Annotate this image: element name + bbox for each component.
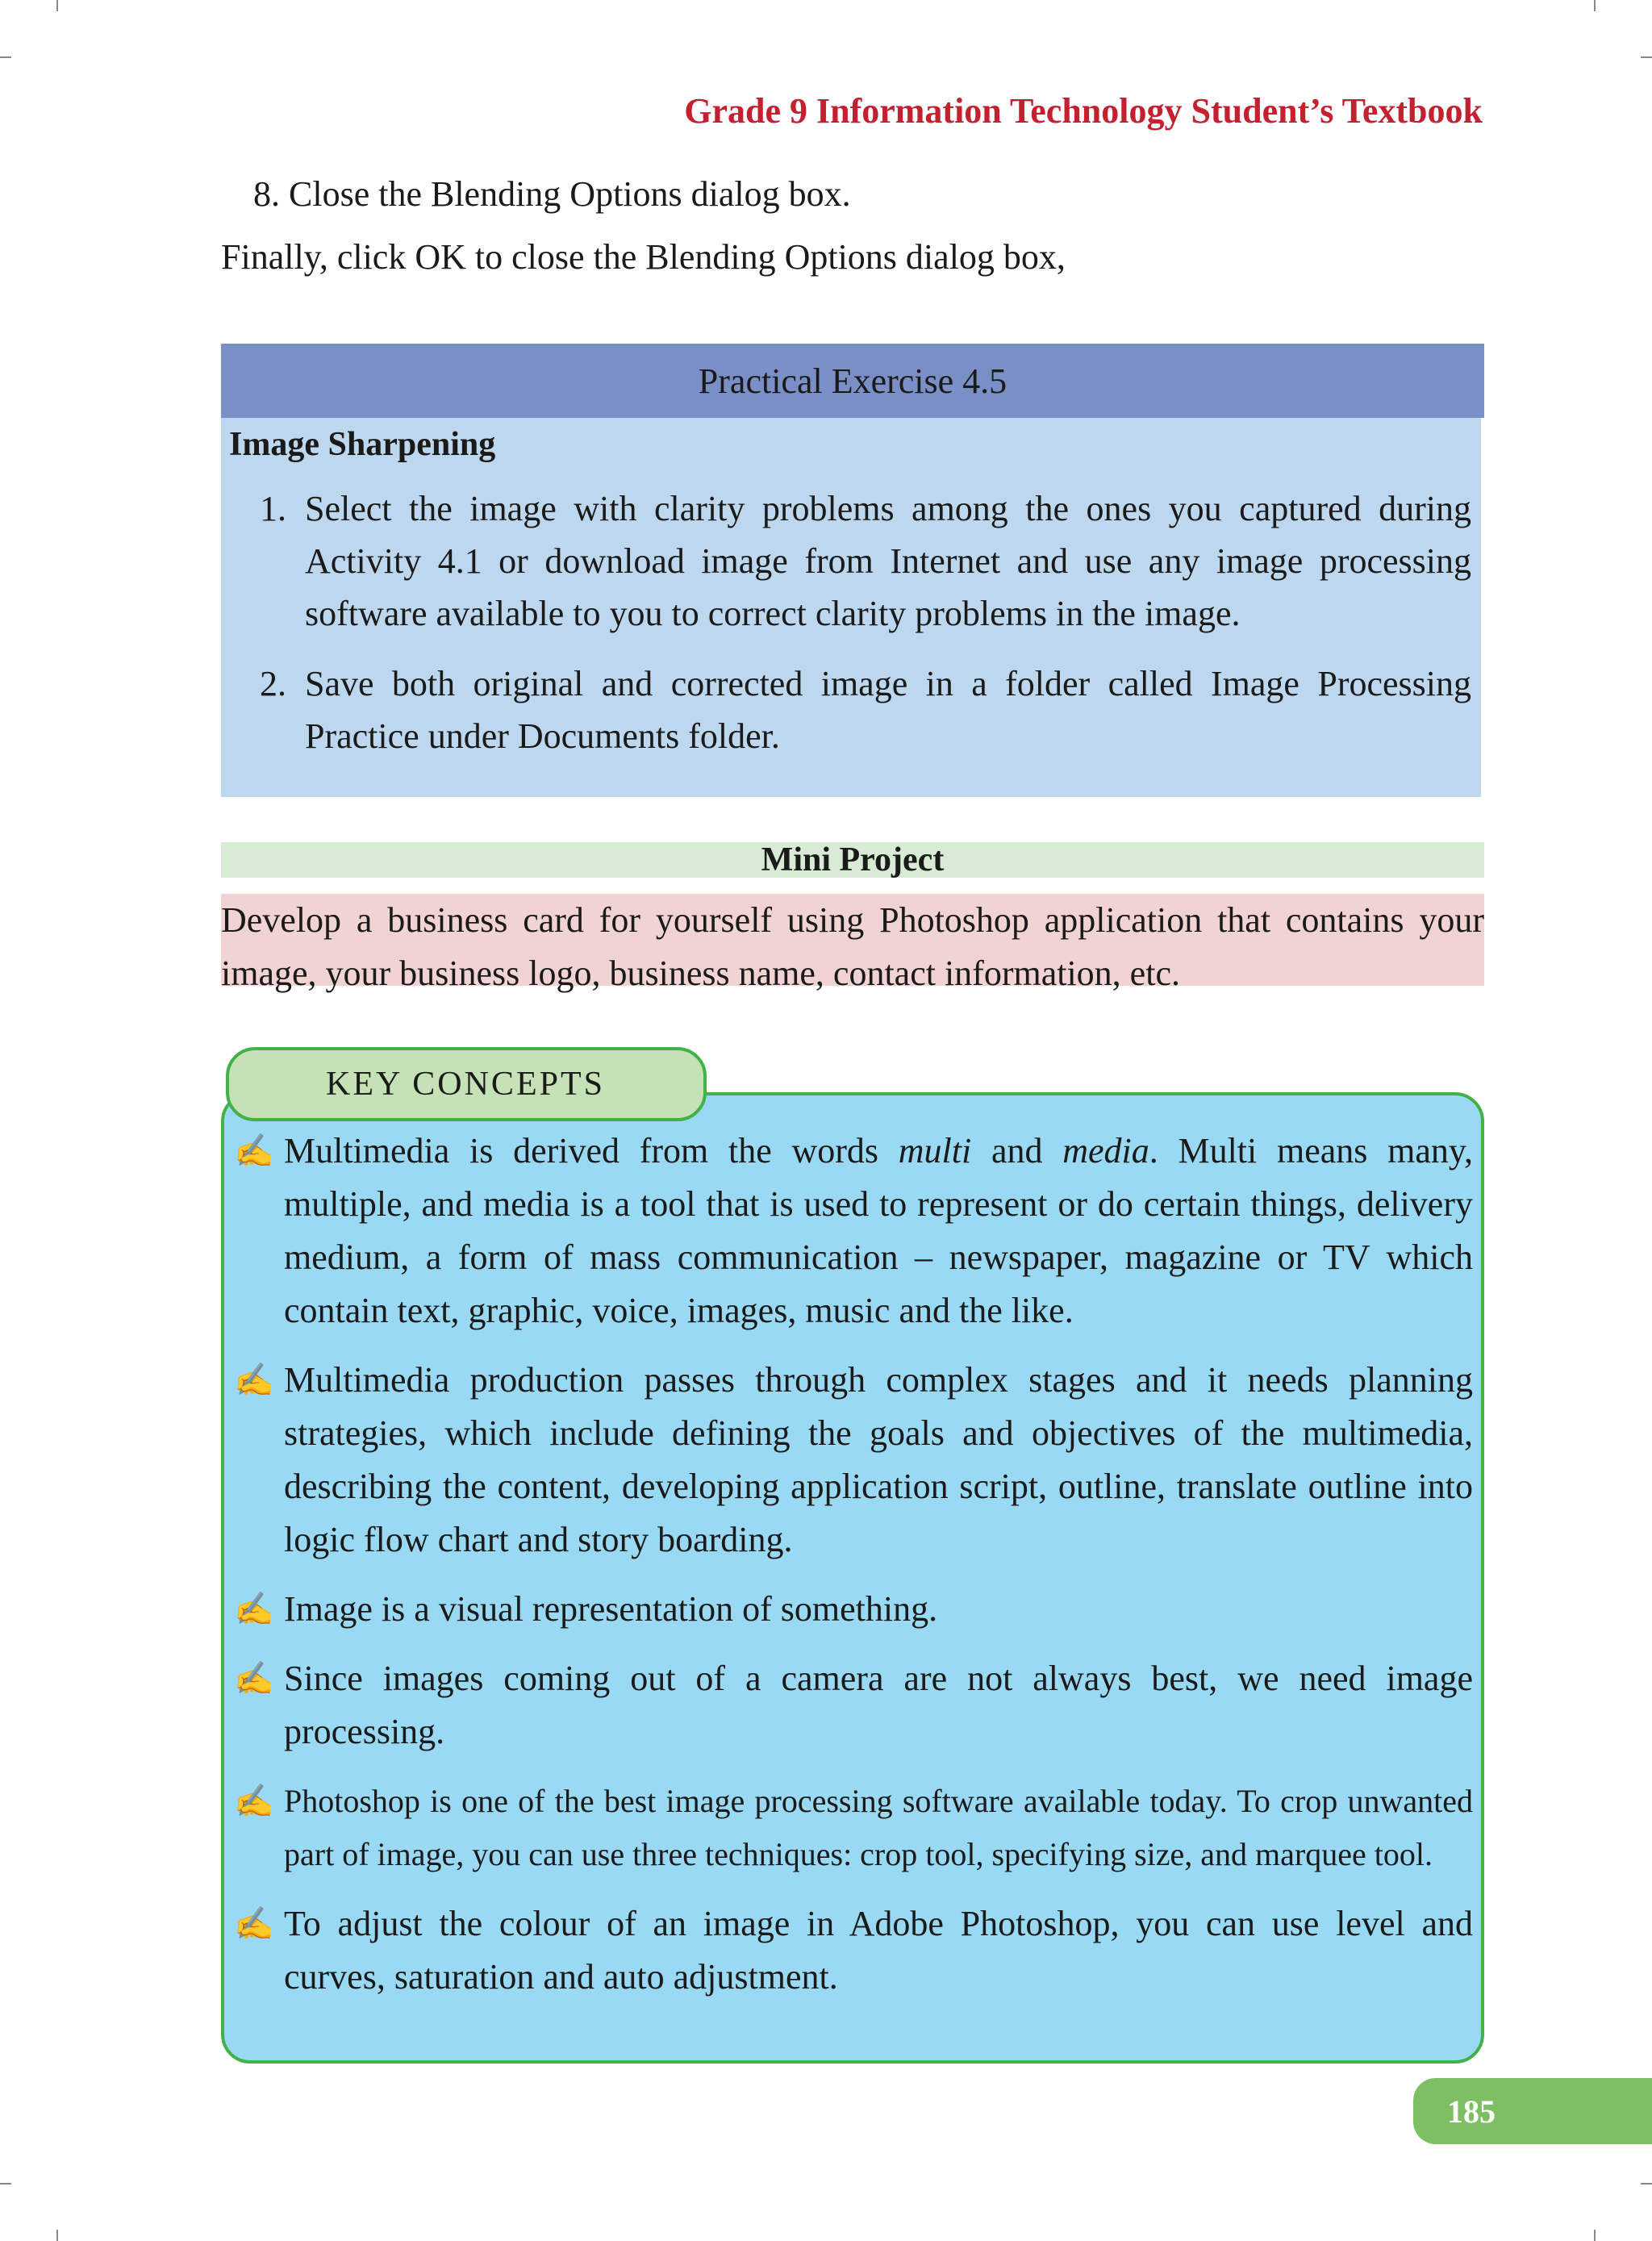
list-item [234, 1583, 1473, 1636]
mini-project-body: Develop a business card for yourself using Photoshop application that contains your image, your business logo, business name, contact information, etc. [221, 900, 1484, 993]
item-text: To adjust the colour of an image in Adobe Photoshop, you can use level and curves, saturation and auto adjustment. [284, 1904, 1473, 1997]
list-item [234, 1775, 1473, 1881]
key-concepts-title: KEY CONCEPTS [226, 1047, 707, 1121]
crop-mark [1641, 2183, 1652, 2185]
item-text: Image is a visual representation of something. [284, 1589, 938, 1629]
list-item [234, 1652, 1473, 1759]
mini-project-text [221, 894, 1484, 993]
crop-mark [0, 2183, 11, 2185]
exercise-heading: Image Sharpening [229, 426, 496, 463]
writing-hand-icon: ✍ [234, 1783, 274, 1819]
writing-hand-icon: ✍ [234, 1905, 274, 1942]
crop-mark [0, 56, 11, 58]
item-text: and [971, 1131, 1063, 1171]
item-text: Photoshop is one of the best image processing software available today. To crop unwanted part of image, you can use three techniques: crop tool, specifying size, and marquee tool. [284, 1783, 1473, 1872]
writing-hand-icon: ✍ [234, 1591, 274, 1627]
item-number: 1. [260, 489, 286, 528]
practical-exercise-body [221, 418, 1481, 797]
page-number: 185 [1413, 2078, 1652, 2144]
list-item [234, 1125, 1473, 1338]
writing-hand-icon: ✍ [234, 1362, 274, 1398]
step-8: 8. Close the Blending Options dialog box. [253, 174, 851, 214]
mini-project-title: Mini Project [221, 842, 1484, 878]
exercise-list [221, 482, 1471, 780]
crop-mark [56, 0, 58, 11]
crop-mark [56, 2230, 58, 2241]
key-concepts-list [234, 1125, 1473, 2020]
finally-text: Finally, click OK to close the Blending Options dialog box, [221, 237, 1066, 277]
writing-hand-icon: ✍ [234, 1133, 274, 1169]
item-text: Multimedia production passes through complex stages and it needs planning strategies, which include defining the goals and objectives of the multimedia, describing the content, developing application script, outline, translate outline into logic flow chart and story boarding. [284, 1360, 1473, 1559]
list-item [234, 1354, 1473, 1567]
item-text: . Multi means many, multiple, and media is a tool that is used to represent or do certain things, delivery medium, a form of mass communication – newspaper, magazine or TV which contain text, graphic, voice, images, music and the like. [284, 1131, 1474, 1330]
crop-mark [1594, 0, 1596, 11]
practical-exercise-title: Practical Exercise 4.5 [221, 344, 1484, 418]
writing-hand-icon: ✍ [234, 1660, 274, 1696]
item-text: Multimedia is derived from the words [284, 1131, 899, 1171]
item-text: Select the image with clarity problems among the ones you captured during Activity 4.1 or download image from Internet and use any image processing software available to you to correct clarity problems in the image. [305, 489, 1471, 633]
crop-mark [1594, 2230, 1596, 2241]
list-item [221, 482, 1471, 640]
item-text: Since images coming out of a camera are not always best, we need image processing. [284, 1659, 1473, 1751]
crop-mark [1641, 56, 1652, 58]
item-emphasis: media [1062, 1131, 1149, 1171]
item-emphasis: multi [898, 1131, 972, 1171]
page-header: Grade 9 Information Technology Student’s Textbook [684, 91, 1483, 131]
item-text: Save both original and corrected image in a folder called Image Processing Practice under Documents folder. [305, 664, 1471, 756]
list-item [221, 657, 1471, 762]
item-number: 2. [260, 664, 286, 703]
list-item [234, 1897, 1473, 2004]
